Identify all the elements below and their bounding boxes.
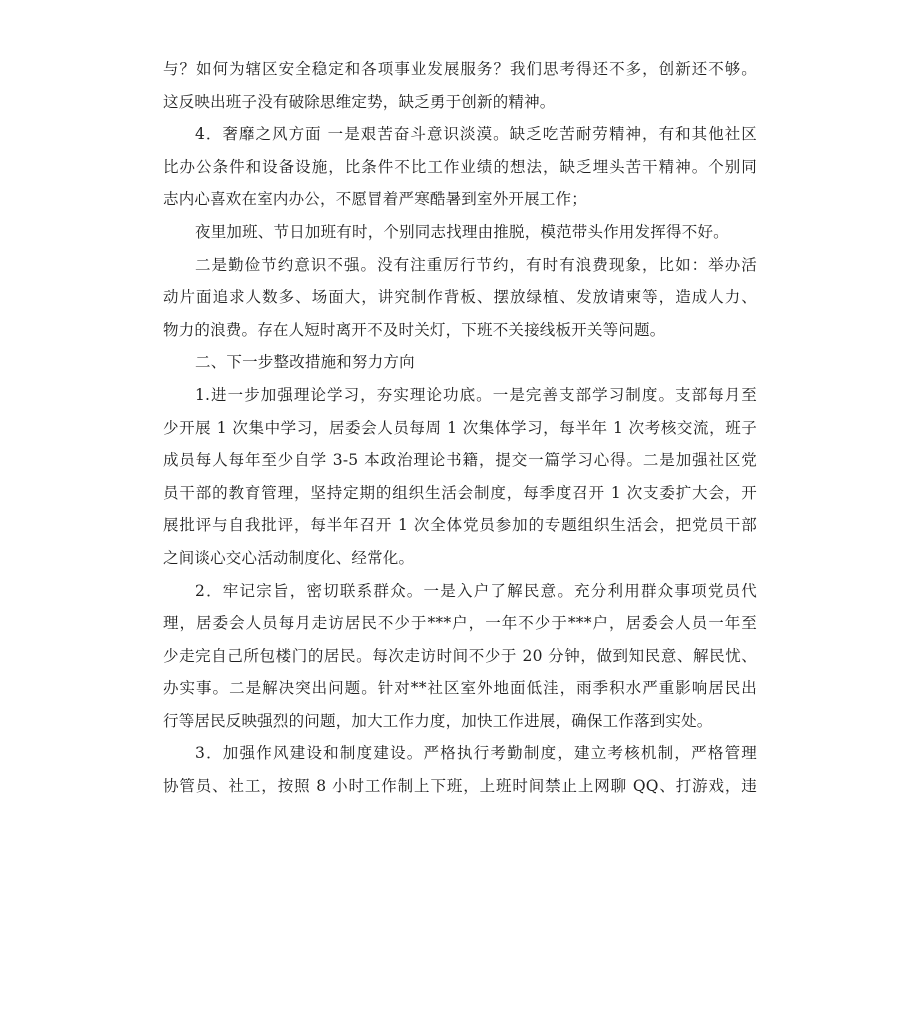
- text-line: 办实事。二是解决突出问题。针对**社区室外地面低洼，雨季积水严重影响居民出: [163, 679, 757, 698]
- text-line: 少开展 1 次集中学习，居委会人员每周 1 次集体学习，每半年 1 次考核交流，班子: [163, 418, 757, 437]
- section-heading-line: 4．奢靡之风方面 一是艰苦奋斗意识淡漠。缺乏吃苦耐劳精神，有和其他社区: [195, 125, 757, 144]
- text-line: 理，居委会人员每月走访居民不少于***户，一年不少于***户，居委会人员一年至: [163, 614, 757, 633]
- paragraph-line: 1.进一步加强理论学习，夯实理论功底。一是完善支部学习制度。支部每月至: [195, 385, 757, 404]
- section-title: 二、下一步整改措施和努力方向: [195, 353, 415, 372]
- text-line: 动片面追求人数多、场面大，讲究制作背板、摆放绿植、发放请柬等，造成人力、: [163, 288, 757, 307]
- text-line: 志内心喜欢在室内办公，不愿冒着严寒酷暑到室外开展工作；: [163, 190, 587, 209]
- text-line: 成员每人每年至少自学 3-5 本政治理论书籍，提交一篇学习心得。二是加强社区党: [163, 451, 757, 470]
- paragraph-line: 二是勤俭节约意识不强。没有注重厉行节约，有时有浪费现象，比如：举办活: [195, 255, 757, 274]
- paragraph-line: 夜里加班、节日加班有时，个别同志找理由推脱，模范带头作用发挥得不好。: [195, 222, 729, 241]
- text-line: 比办公条件和设备设施，比条件不比工作业绩的想法，缺乏埋头苦干精神。个别同: [163, 157, 757, 176]
- text-line: 与？如何为辖区安全稳定和各项事业发展服务？我们思考得还不多，创新还不够。: [163, 60, 757, 78]
- text-line: 少走完自己所包楼门的居民。每次走访时间不少于 20 分钟，做到知民意、解民忧、: [163, 646, 757, 665]
- paragraph-line: 3．加强作风建设和制度建设。严格执行考勤制度，建立考核机制，严格管理: [195, 744, 757, 763]
- text-line: 物力的浪费。存在人短时离开不及时关灯，下班不关接线板开关等问题。: [163, 320, 666, 339]
- text-line: 员干部的教育管理，坚持定期的组织生活会制度，每季度召开 1 次支委扩大会，开: [163, 483, 757, 502]
- text-line: 协管员、社工，按照 8 小时工作制上下班，上班时间禁止上网聊 QQ、打游戏，违: [163, 777, 757, 796]
- text-line: 这反映出班子没有破除思维定势，缺乏勇于创新的精神。: [163, 92, 556, 111]
- text-line: 展批评与自我批评，每半年召开 1 次全体党员参加的专题组织生活会，把党员干部: [163, 516, 757, 535]
- document-body: [163, 53, 757, 803]
- text-line: 行等居民反映强烈的问题，加大工作力度，加快工作进展，确保工作落到实处。: [163, 711, 713, 730]
- paragraph-line: 2．牢记宗旨，密切联系群众。一是入户了解民意。充分利用群众事项党员代: [195, 581, 757, 600]
- text-line: 之间谈心交心活动制度化、经常化。: [163, 548, 415, 567]
